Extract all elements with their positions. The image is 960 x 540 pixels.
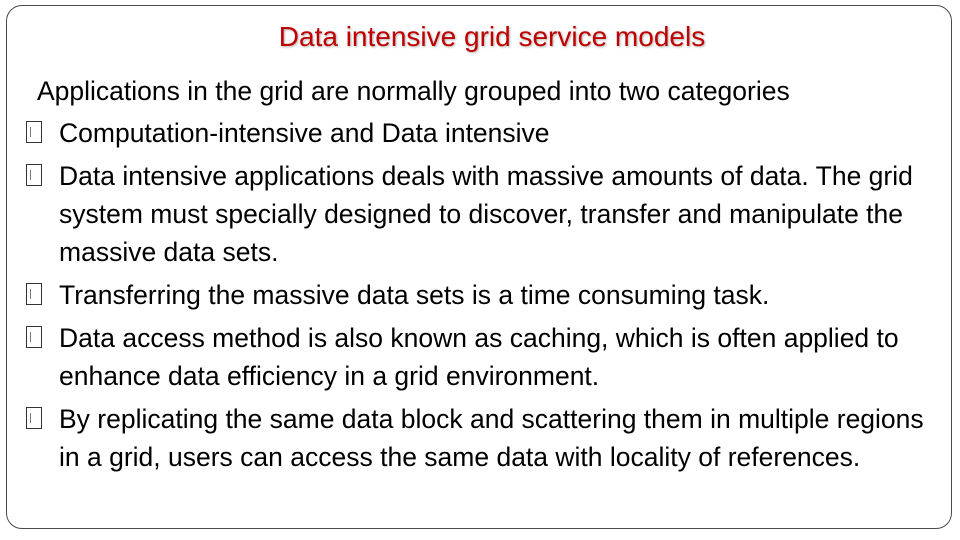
bullet-item [37, 157, 937, 271]
missing-glyph-icon [26, 326, 42, 348]
missing-glyph-icon [26, 164, 42, 186]
bullet-text: Computation-intensive and Data intensive [59, 118, 550, 148]
bullet-item [37, 400, 937, 476]
slide-title: Data intensive grid service models [278, 21, 706, 52]
missing-glyph-icon [26, 121, 42, 143]
bullet-text: Data intensive applications deals with massive amounts of data. The grid system must specially designed to discover, transfer and manipulate the massive data sets. [59, 161, 913, 267]
bullet-text: Transferring the massive data sets is a time consuming task. [59, 280, 770, 310]
bullet-list [37, 114, 937, 476]
missing-glyph-icon [26, 283, 42, 305]
missing-glyph-icon [26, 407, 42, 429]
bullet-item [37, 319, 937, 395]
bullet-item [37, 114, 937, 152]
intro-text: Applications in the grid are normally grouped into two categories [37, 76, 790, 106]
bullet-text: By replicating the same data block and scattering them in multiple regions in a grid, users can access the same data with locality of references. [59, 404, 924, 472]
slide-body [37, 72, 937, 481]
bullet-item [37, 276, 937, 314]
bullet-text: Data access method is also known as caching, which is often applied to enhance data efficiency in a grid environment. [59, 323, 899, 391]
